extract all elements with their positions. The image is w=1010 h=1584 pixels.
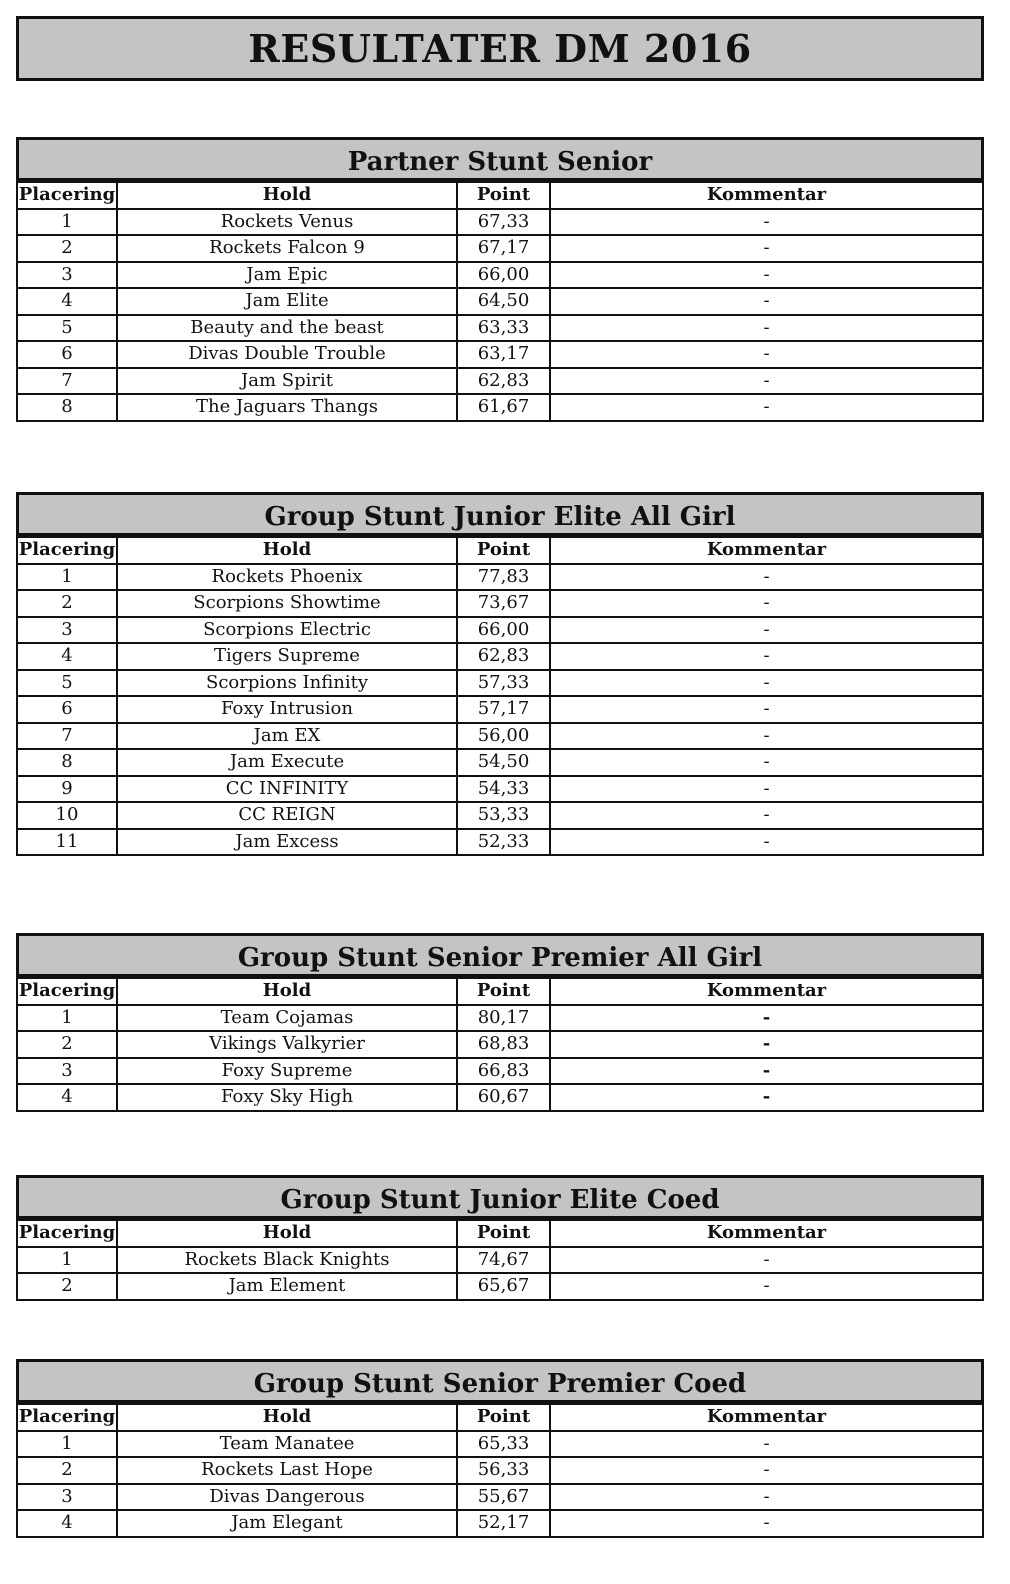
cell-point: 77,83 (457, 564, 550, 591)
cell-hold: Divas Dangerous (117, 1484, 457, 1511)
cell-hold: Jam Spirit (117, 368, 457, 395)
cell-point: 73,67 (457, 590, 550, 617)
cell-placering: 10 (17, 802, 117, 829)
cell-placering: 4 (17, 288, 117, 315)
table-row (17, 262, 983, 289)
cell-kommentar: - (550, 288, 983, 315)
cell-placering: 2 (17, 1273, 117, 1300)
cell-hold: Jam Epic (117, 262, 457, 289)
table-row (17, 1273, 983, 1300)
page-title: RESULTATER DM 2016 (16, 16, 984, 81)
cell-kommentar: - (550, 1431, 983, 1458)
cell-placering: 6 (17, 341, 117, 368)
cell-point: 63,17 (457, 341, 550, 368)
cell-point: 67,33 (457, 209, 550, 236)
header-kommentar: Kommentar (550, 978, 983, 1005)
table-header-row (17, 1404, 983, 1431)
section-title: Partner Stunt Senior (16, 137, 984, 181)
cell-point: 54,50 (457, 749, 550, 776)
header-hold: Hold (117, 182, 457, 209)
cell-kommentar: - (550, 829, 983, 856)
cell-point: 57,33 (457, 670, 550, 697)
table-row (17, 315, 983, 342)
table-row (17, 368, 983, 395)
cell-hold: The Jaguars Thangs (117, 394, 457, 421)
cell-placering: 2 (17, 1457, 117, 1484)
results-table (16, 1219, 984, 1301)
cell-placering: 5 (17, 315, 117, 342)
cell-point: 62,83 (457, 368, 550, 395)
table-row (17, 1058, 983, 1085)
cell-kommentar: - (550, 341, 983, 368)
table-row (17, 723, 983, 750)
table-row (17, 394, 983, 421)
cell-point: 64,50 (457, 288, 550, 315)
cell-point: 66,00 (457, 617, 550, 644)
cell-kommentar: - (550, 696, 983, 723)
header-placering: Placering (17, 1220, 117, 1247)
header-point: Point (457, 978, 550, 1005)
cell-point: 65,33 (457, 1431, 550, 1458)
cell-point: 67,17 (457, 235, 550, 262)
cell-point: 65,67 (457, 1273, 550, 1300)
cell-hold: Foxy Sky High (117, 1084, 457, 1111)
cell-kommentar: - (550, 1457, 983, 1484)
cell-kommentar: - (550, 235, 983, 262)
cell-point: 56,33 (457, 1457, 550, 1484)
cell-point: 53,33 (457, 802, 550, 829)
cell-placering: 9 (17, 776, 117, 803)
cell-placering: 1 (17, 209, 117, 236)
cell-point: 56,00 (457, 723, 550, 750)
cell-hold: Team Cojamas (117, 1005, 457, 1032)
table-row (17, 1005, 983, 1032)
cell-kommentar: - (550, 723, 983, 750)
cell-kommentar: - (550, 749, 983, 776)
cell-placering: 3 (17, 262, 117, 289)
table-header-row (17, 978, 983, 1005)
header-kommentar: Kommentar (550, 537, 983, 564)
cell-kommentar: - (550, 1247, 983, 1274)
cell-kommentar: - (550, 368, 983, 395)
cell-placering: 6 (17, 696, 117, 723)
cell-point: 63,33 (457, 315, 550, 342)
cell-placering: 2 (17, 235, 117, 262)
table-row (17, 1510, 983, 1537)
table-row (17, 776, 983, 803)
cell-point: 68,83 (457, 1031, 550, 1058)
table-header-row (17, 537, 983, 564)
results-table (16, 1403, 984, 1538)
cell-kommentar: - (550, 670, 983, 697)
cell-kommentar: - (550, 1031, 983, 1058)
section-title: Group Stunt Junior Elite All Girl (16, 492, 984, 536)
cell-kommentar: - (550, 1084, 983, 1111)
header-kommentar: Kommentar (550, 1404, 983, 1431)
table-row (17, 1484, 983, 1511)
cell-kommentar: - (550, 776, 983, 803)
cell-placering: 3 (17, 617, 117, 644)
cell-placering: 5 (17, 670, 117, 697)
cell-placering: 1 (17, 1247, 117, 1274)
cell-hold: Vikings Valkyrier (117, 1031, 457, 1058)
results-section (16, 492, 984, 856)
cell-kommentar: - (550, 564, 983, 591)
header-hold: Hold (117, 537, 457, 564)
cell-placering: 1 (17, 1005, 117, 1032)
cell-placering: 3 (17, 1058, 117, 1085)
cell-hold: CC REIGN (117, 802, 457, 829)
section-title: Group Stunt Senior Premier Coed (16, 1359, 984, 1403)
cell-placering: 2 (17, 1031, 117, 1058)
table-row (17, 617, 983, 644)
section-title: Group Stunt Senior Premier All Girl (16, 933, 984, 977)
table-row (17, 670, 983, 697)
results-section (16, 1359, 984, 1538)
results-table (16, 977, 984, 1112)
cell-hold: Jam Elite (117, 288, 457, 315)
cell-kommentar: - (550, 1484, 983, 1511)
header-point: Point (457, 182, 550, 209)
cell-hold: Jam Excess (117, 829, 457, 856)
header-kommentar: Kommentar (550, 1220, 983, 1247)
header-hold: Hold (117, 1404, 457, 1431)
cell-placering: 4 (17, 643, 117, 670)
table-row (17, 696, 983, 723)
header-placering: Placering (17, 182, 117, 209)
cell-kommentar: - (550, 617, 983, 644)
header-placering: Placering (17, 1404, 117, 1431)
cell-hold: Jam EX (117, 723, 457, 750)
table-row (17, 590, 983, 617)
cell-placering: 3 (17, 1484, 117, 1511)
cell-hold: Tigers Supreme (117, 643, 457, 670)
cell-placering: 2 (17, 590, 117, 617)
section-title: Group Stunt Junior Elite Coed (16, 1175, 984, 1219)
cell-kommentar: - (550, 590, 983, 617)
table-row (17, 749, 983, 776)
cell-kommentar: - (550, 1510, 983, 1537)
table-row (17, 1247, 983, 1274)
table-header-row (17, 1220, 983, 1247)
cell-placering: 1 (17, 1431, 117, 1458)
header-hold: Hold (117, 1220, 457, 1247)
cell-hold: Jam Elegant (117, 1510, 457, 1537)
cell-point: 52,33 (457, 829, 550, 856)
cell-kommentar: - (550, 802, 983, 829)
cell-placering: 7 (17, 368, 117, 395)
cell-kommentar: - (550, 1058, 983, 1085)
cell-placering: 7 (17, 723, 117, 750)
cell-hold: Rockets Phoenix (117, 564, 457, 591)
cell-kommentar: - (550, 315, 983, 342)
table-row (17, 341, 983, 368)
cell-hold: Jam Element (117, 1273, 457, 1300)
cell-hold: Foxy Intrusion (117, 696, 457, 723)
table-row (17, 235, 983, 262)
cell-placering: 8 (17, 749, 117, 776)
cell-hold: CC INFINITY (117, 776, 457, 803)
cell-kommentar: - (550, 1273, 983, 1300)
cell-point: 57,17 (457, 696, 550, 723)
results-table (16, 181, 984, 422)
table-row (17, 802, 983, 829)
table-row (17, 643, 983, 670)
cell-placering: 4 (17, 1510, 117, 1537)
header-point: Point (457, 537, 550, 564)
header-placering: Placering (17, 978, 117, 1005)
cell-hold: Jam Execute (117, 749, 457, 776)
cell-kommentar: - (550, 209, 983, 236)
results-section (16, 137, 984, 422)
cell-point: 66,83 (457, 1058, 550, 1085)
header-point: Point (457, 1404, 550, 1431)
results-section (16, 1175, 984, 1301)
cell-hold: Rockets Last Hope (117, 1457, 457, 1484)
cell-placering: 8 (17, 394, 117, 421)
cell-kommentar: - (550, 262, 983, 289)
cell-hold: Team Manatee (117, 1431, 457, 1458)
cell-hold: Rockets Black Knights (117, 1247, 457, 1274)
cell-point: 74,67 (457, 1247, 550, 1274)
cell-hold: Scorpions Infinity (117, 670, 457, 697)
cell-point: 60,67 (457, 1084, 550, 1111)
cell-point: 52,17 (457, 1510, 550, 1537)
cell-hold: Scorpions Showtime (117, 590, 457, 617)
header-kommentar: Kommentar (550, 182, 983, 209)
table-row (17, 1084, 983, 1111)
cell-point: 62,83 (457, 643, 550, 670)
table-row (17, 1031, 983, 1058)
header-placering: Placering (17, 537, 117, 564)
cell-point: 54,33 (457, 776, 550, 803)
table-header-row (17, 182, 983, 209)
cell-placering: 1 (17, 564, 117, 591)
table-row (17, 1457, 983, 1484)
table-row (17, 288, 983, 315)
cell-hold: Scorpions Electric (117, 617, 457, 644)
cell-placering: 11 (17, 829, 117, 856)
cell-hold: Rockets Venus (117, 209, 457, 236)
cell-hold: Foxy Supreme (117, 1058, 457, 1085)
cell-kommentar: - (550, 1005, 983, 1032)
cell-kommentar: - (550, 394, 983, 421)
table-row (17, 564, 983, 591)
table-row (17, 1431, 983, 1458)
cell-hold: Rockets Falcon 9 (117, 235, 457, 262)
cell-placering: 4 (17, 1084, 117, 1111)
results-table (16, 536, 984, 856)
table-row (17, 829, 983, 856)
cell-point: 55,67 (457, 1484, 550, 1511)
header-point: Point (457, 1220, 550, 1247)
table-row (17, 209, 983, 236)
cell-point: 80,17 (457, 1005, 550, 1032)
cell-hold: Divas Double Trouble (117, 341, 457, 368)
cell-point: 61,67 (457, 394, 550, 421)
cell-point: 66,00 (457, 262, 550, 289)
header-hold: Hold (117, 978, 457, 1005)
results-section (16, 933, 984, 1112)
cell-kommentar: - (550, 643, 983, 670)
cell-hold: Beauty and the beast (117, 315, 457, 342)
